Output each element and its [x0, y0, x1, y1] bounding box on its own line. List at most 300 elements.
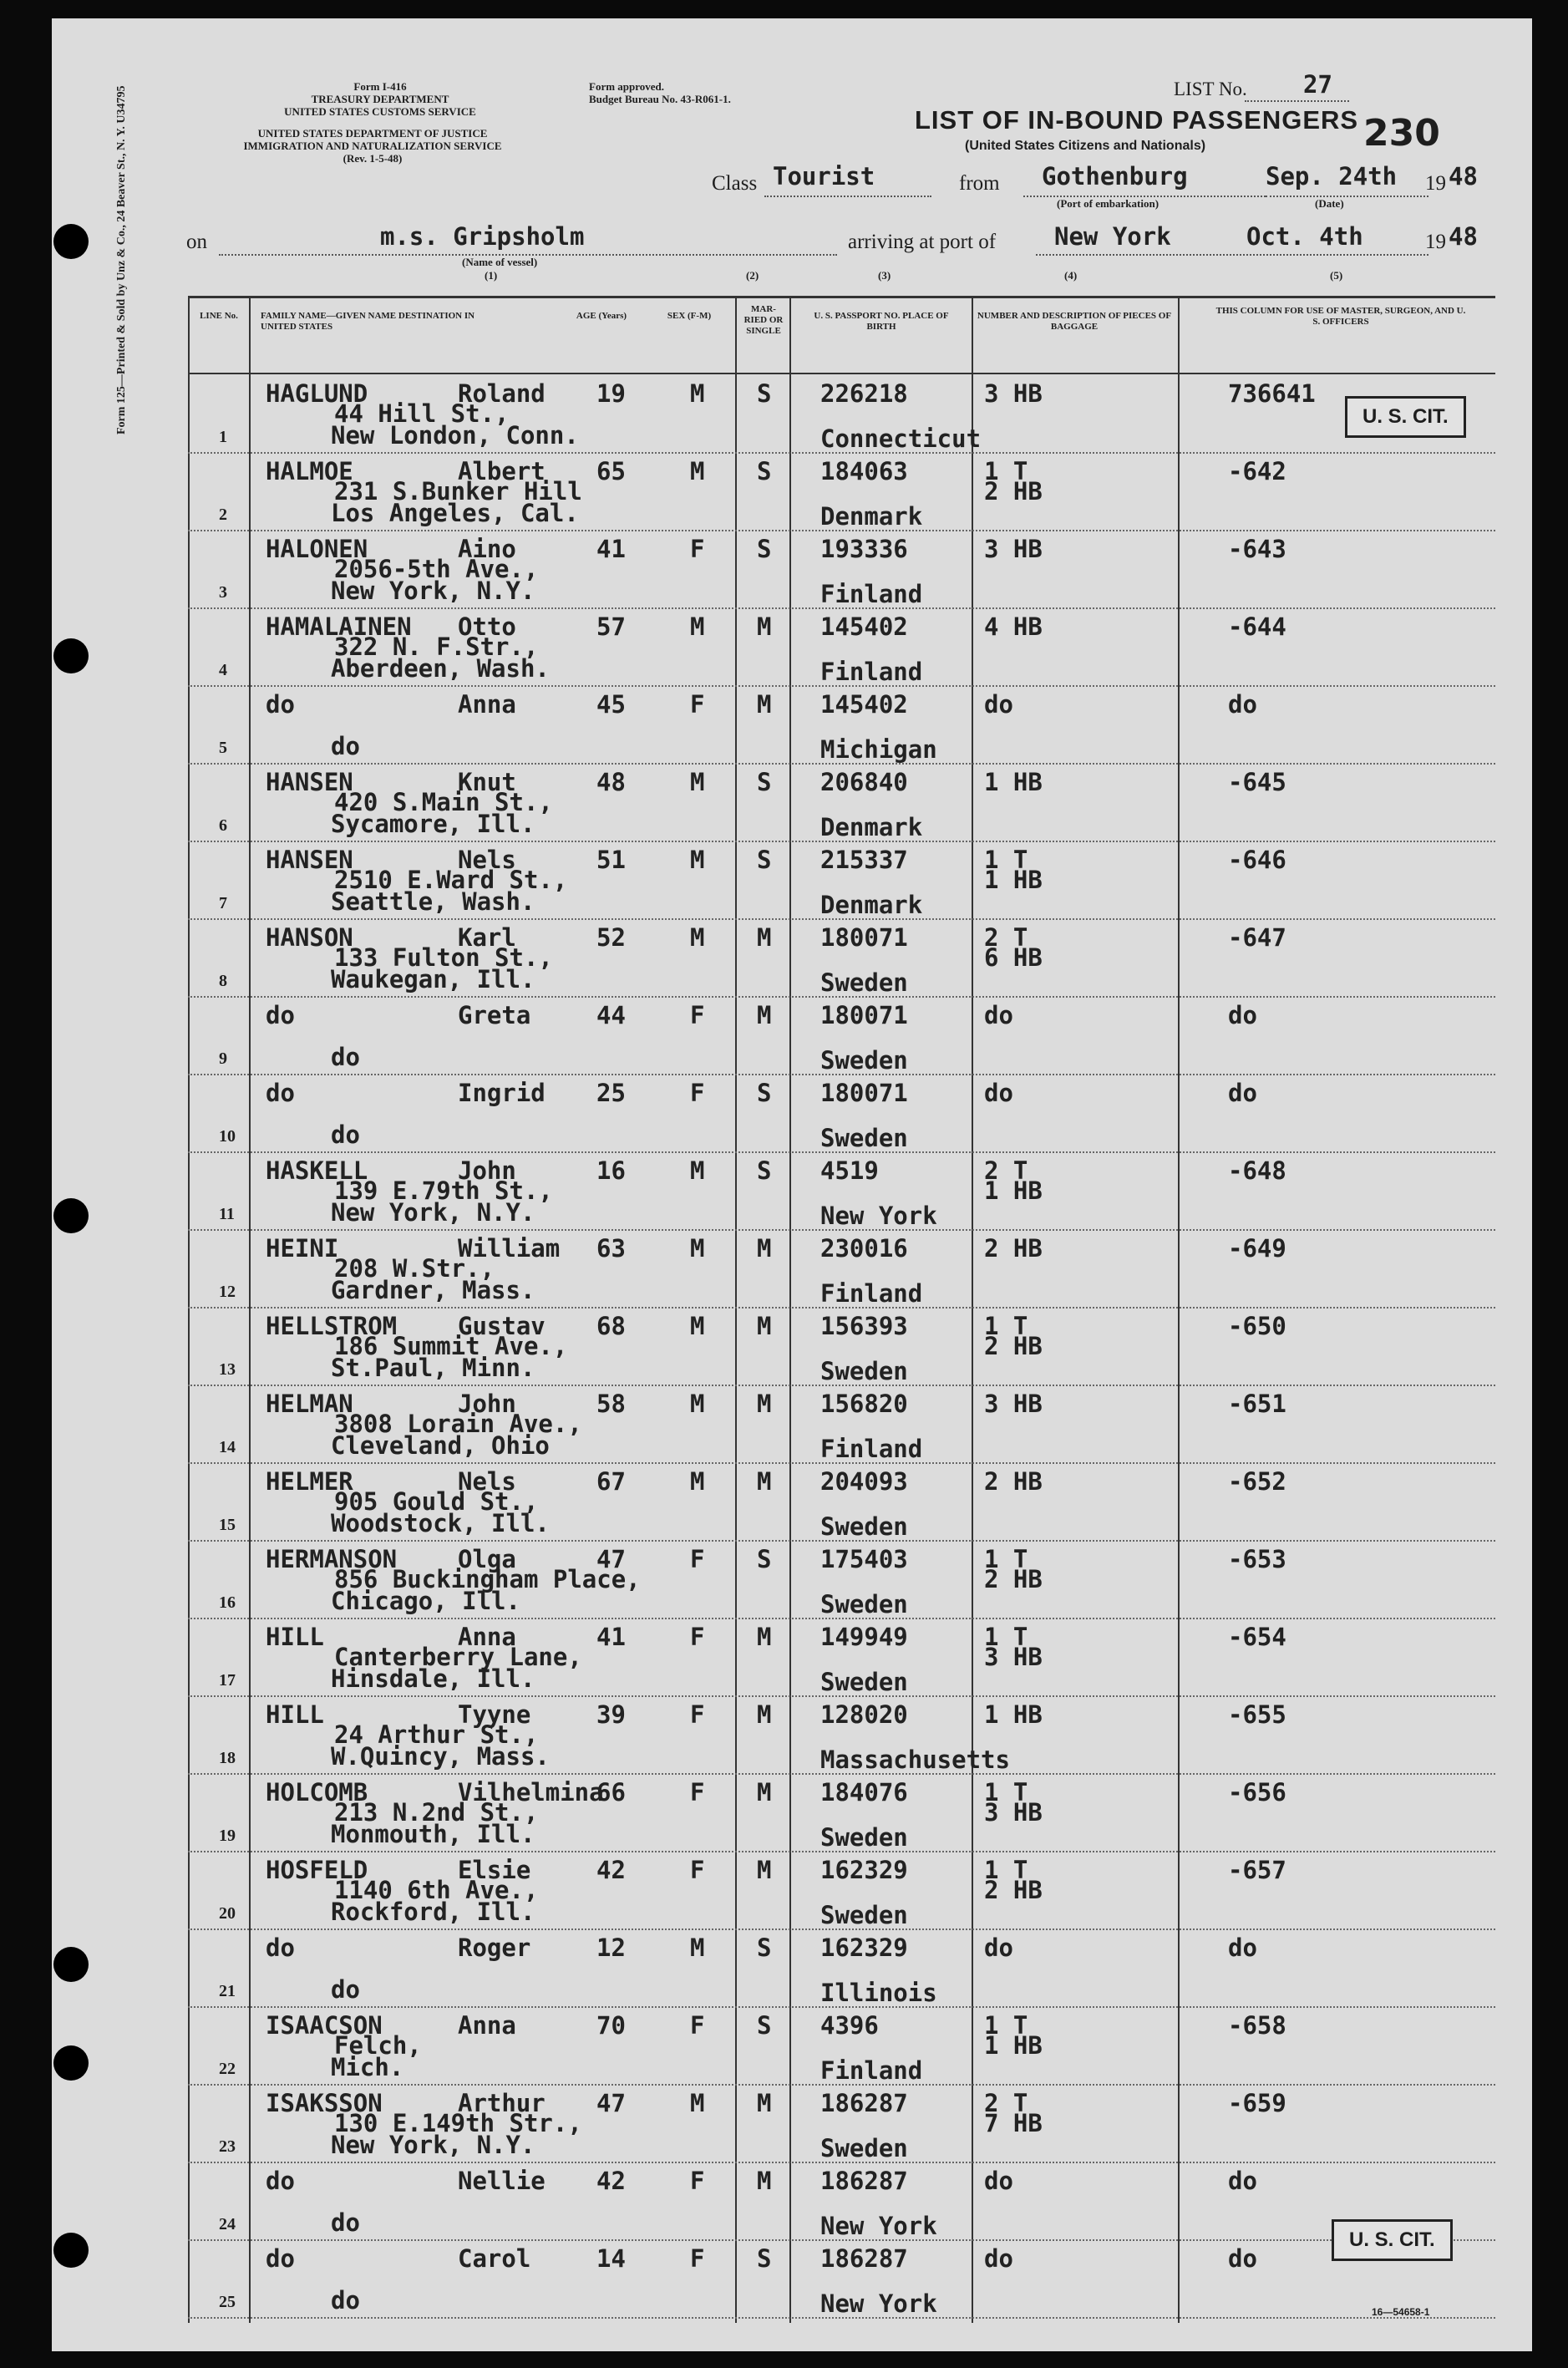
- family-name: HELMAN: [266, 1390, 353, 1418]
- address-street: 2510 E.Ward St.,: [334, 866, 568, 894]
- address-street: 208 W.Str.,: [334, 1254, 495, 1283]
- officer-note: -647: [1228, 923, 1286, 952]
- family-name: ISAACSON: [266, 2011, 383, 2040]
- family-name: HAGLUND: [266, 379, 368, 408]
- row-divider: [188, 1074, 1495, 1075]
- sex: F: [690, 1700, 705, 1729]
- address-city: New York, N.Y.: [331, 577, 535, 605]
- given-name: Roger: [458, 1934, 531, 1962]
- col-header-sex: SEX (F-M): [667, 311, 712, 321]
- passport-number: 226218: [820, 379, 908, 408]
- list-no-value: 27: [1303, 70, 1332, 99]
- officer-note: 736641: [1228, 379, 1316, 408]
- us-citizen-stamp: U. S. CIT.: [1345, 396, 1466, 438]
- given-name: Knut: [458, 768, 516, 796]
- family-name: HANSEN: [266, 846, 353, 874]
- row-divider: [188, 1773, 1495, 1775]
- baggage-line-1: do: [984, 2167, 1013, 2195]
- officer-note: -653: [1228, 1545, 1286, 1573]
- table-top-rule: [188, 296, 1495, 298]
- ins-name: IMMIGRATION AND NATURALIZATION SERVICE: [243, 140, 502, 152]
- line-number: 18: [219, 1749, 236, 1767]
- officer-note: -650: [1228, 1312, 1286, 1340]
- row-divider: [188, 1618, 1495, 1619]
- given-name: Karl: [458, 923, 516, 952]
- age: 16: [596, 1156, 626, 1185]
- given-name: Greta: [458, 1001, 531, 1029]
- place-of-birth: Sweden: [820, 1357, 908, 1385]
- given-name: Vilhelmina: [458, 1778, 604, 1806]
- col-header-name: FAMILY NAME—GIVEN NAME DESTINATION IN UNITED STATES: [261, 311, 475, 332]
- from-label: from: [959, 172, 1000, 195]
- row-divider: [188, 1851, 1495, 1852]
- marital-status: S: [757, 1934, 772, 1962]
- address-city: do: [331, 1120, 360, 1149]
- passport-number: 193336: [820, 535, 908, 563]
- marital-status: S: [757, 2011, 772, 2040]
- place-of-birth: New York: [820, 2289, 937, 2318]
- given-name: Anna: [458, 2011, 516, 2040]
- address-city: Cleveland, Ohio: [331, 1431, 550, 1460]
- given-name: Arthur: [458, 2089, 546, 2117]
- line-number: 12: [219, 1283, 236, 1301]
- sex: F: [690, 690, 705, 719]
- page-subtitle: (United States Citizens and Nationals): [965, 139, 1206, 153]
- form-number: Form I-416: [353, 80, 407, 93]
- address-street: Canterberry Lane,: [334, 1643, 582, 1671]
- passport-number: 162329: [820, 1934, 908, 1962]
- line-number: 8: [219, 972, 227, 990]
- col-num-1: (1): [485, 269, 498, 282]
- place-of-birth: Denmark: [820, 502, 923, 531]
- officer-note: do: [1228, 1934, 1257, 1962]
- marital-status: M: [757, 612, 772, 641]
- marital-status: S: [757, 846, 772, 874]
- passport-number: 4519: [820, 1156, 879, 1185]
- baggage-line-1: 3 HB: [984, 1390, 1043, 1418]
- baggage-line-1: 1 HB: [984, 1700, 1043, 1729]
- baggage-line-2: 3 HB: [984, 1798, 1043, 1827]
- address-street: 231 S.Bunker Hill: [334, 477, 582, 506]
- given-name: Anna: [458, 1623, 516, 1651]
- row-divider: [188, 763, 1495, 765]
- marital-status: M: [757, 1623, 772, 1651]
- row-divider: [188, 2162, 1495, 2163]
- given-name: Nels: [458, 1467, 516, 1496]
- given-name: Aino: [458, 535, 516, 563]
- passport-number: 230016: [820, 1234, 908, 1263]
- line-number: 24: [219, 2215, 236, 2233]
- family-name: HAMALAINEN: [266, 612, 412, 641]
- age: 66: [596, 1778, 626, 1806]
- line-number: 21: [219, 1982, 236, 2000]
- passport-number: 4396: [820, 2011, 879, 2040]
- sex: M: [690, 1467, 705, 1496]
- given-name: John: [458, 1156, 516, 1185]
- sex: F: [690, 1001, 705, 1029]
- place-of-birth: Finland: [820, 658, 923, 686]
- address-street: Felch,: [334, 2031, 422, 2060]
- address-city: Mich.: [331, 2053, 404, 2081]
- line-number: 23: [219, 2137, 236, 2156]
- marital-status: S: [757, 1545, 772, 1573]
- address-city: Chicago, Ill.: [331, 1587, 520, 1615]
- given-name: William: [458, 1234, 561, 1263]
- officer-note: do: [1228, 1001, 1257, 1029]
- row-divider: [188, 1540, 1495, 1542]
- family-name: do: [266, 1079, 295, 1107]
- class-label: Class: [712, 172, 758, 195]
- place-of-birth: Sweden: [820, 1823, 908, 1852]
- marital-status: M: [757, 690, 772, 719]
- baggage-line-2: 1 HB: [984, 1176, 1043, 1205]
- col-num-5: (5): [1330, 269, 1343, 282]
- officer-note: -644: [1228, 612, 1286, 641]
- sex: M: [690, 1312, 705, 1340]
- arrival-date: Oct. 4th: [1246, 222, 1363, 251]
- row-divider: [188, 2084, 1495, 2086]
- address-street: 213 N.2nd St.,: [334, 1798, 539, 1827]
- arrival-year-prefix: 19: [1425, 231, 1446, 253]
- place-of-birth: Michigan: [820, 735, 937, 764]
- col-num-2: (2): [746, 269, 759, 282]
- place-of-birth: Sweden: [820, 1512, 908, 1541]
- officer-note: -646: [1228, 846, 1286, 874]
- age: 65: [596, 457, 626, 485]
- family-name: HILL: [266, 1700, 324, 1729]
- age: 42: [596, 1856, 626, 1884]
- passport-number: 128020: [820, 1700, 908, 1729]
- form-approval: [589, 80, 731, 105]
- family-name: do: [266, 2244, 295, 2273]
- passport-number: 184063: [820, 457, 908, 485]
- officer-note: do: [1228, 2167, 1257, 2195]
- baggage-line-2: 6 HB: [984, 943, 1043, 972]
- arriving-label: arriving at port of: [848, 231, 997, 253]
- given-name: Tyyne: [458, 1700, 531, 1729]
- sex: F: [690, 2011, 705, 2040]
- date-caption: (Date): [1315, 197, 1344, 210]
- age: 52: [596, 923, 626, 952]
- sex: F: [690, 1079, 705, 1107]
- family-name: ISAKSSON: [266, 2089, 383, 2117]
- address-city: W.Quincy, Mass.: [331, 1742, 550, 1771]
- age: 47: [596, 2089, 626, 2117]
- table-left-border: [188, 297, 190, 2323]
- port-caption: (Port of embarkation): [1057, 197, 1160, 210]
- given-name: Roland: [458, 379, 546, 408]
- baggage-line-1: 1 T: [984, 1778, 1028, 1806]
- marital-status: S: [757, 768, 772, 796]
- baggage-line-2: 7 HB: [984, 2109, 1043, 2137]
- place-of-birth: Illinois: [820, 1979, 937, 2007]
- given-name: Anna: [458, 690, 516, 719]
- marital-status: S: [757, 457, 772, 485]
- address-city: do: [331, 732, 360, 760]
- baggage-line-1: 3 HB: [984, 379, 1043, 408]
- baggage-line-1: 2 T: [984, 923, 1028, 952]
- binder-hole: [53, 2045, 89, 2081]
- footer-code: 16—54658-1: [1372, 2306, 1430, 2318]
- officer-note: do: [1228, 690, 1257, 719]
- family-name: HOLCOMB: [266, 1778, 368, 1806]
- baggage-line-1: 1 T: [984, 1623, 1028, 1651]
- sex: M: [690, 1934, 705, 1962]
- vessel-caption: (Name of vessel): [462, 256, 538, 268]
- address-city: Seattle, Wash.: [331, 887, 535, 916]
- header-bottom-rule: [188, 373, 1495, 374]
- justice-dept: UNITED STATES DEPARTMENT OF JUSTICE: [257, 127, 488, 140]
- col-header-age: AGE (Years): [576, 311, 627, 321]
- address-street: 130 E.149th Str.,: [334, 2109, 582, 2137]
- port-of-embarkation: Gothenburg: [1042, 162, 1188, 191]
- place-of-birth: Sweden: [820, 1046, 908, 1075]
- row-divider: [188, 2006, 1495, 2008]
- line-number: 9: [219, 1049, 227, 1068]
- address-city: do: [331, 1043, 360, 1071]
- departure-year: 48: [1449, 162, 1478, 191]
- address-city: Gardner, Mass.: [331, 1276, 535, 1304]
- address-street: 133 Fulton St.,: [334, 943, 553, 972]
- family-name: HASKELL: [266, 1156, 368, 1185]
- baggage-line-1: 1 T: [984, 1545, 1028, 1573]
- given-name: Otto: [458, 612, 516, 641]
- sex: M: [690, 846, 705, 874]
- place-of-birth: Finland: [820, 580, 923, 608]
- family-name: HERMANSON: [266, 1545, 398, 1573]
- sex: M: [690, 1156, 705, 1185]
- place-of-birth: Denmark: [820, 813, 923, 841]
- row-divider: [188, 1385, 1495, 1386]
- officer-note: -659: [1228, 2089, 1286, 2117]
- place-of-birth: Sweden: [820, 1590, 908, 1618]
- row-divider: [188, 1151, 1495, 1153]
- officer-note: -651: [1228, 1390, 1286, 1418]
- age: 14: [596, 2244, 626, 2273]
- line-number: 2: [219, 506, 227, 524]
- place-of-birth: Sweden: [820, 1124, 908, 1152]
- row-divider: [188, 1462, 1495, 1464]
- row-divider: [188, 918, 1495, 920]
- row-divider: [188, 841, 1495, 842]
- sex: F: [690, 1545, 705, 1573]
- officer-note: -657: [1228, 1856, 1286, 1884]
- marital-status: M: [757, 2167, 772, 2195]
- place-of-birth: Finland: [820, 2056, 923, 2085]
- passport-number: 186287: [820, 2167, 908, 2195]
- sex: F: [690, 1623, 705, 1651]
- row-divider: [188, 1307, 1495, 1308]
- place-of-birth: Sweden: [820, 1901, 908, 1929]
- marital-status: S: [757, 535, 772, 563]
- place-of-birth: Sweden: [820, 2134, 908, 2162]
- family-name: do: [266, 1934, 295, 1962]
- age: 25: [596, 1079, 626, 1107]
- baggage-line-1: 1 T: [984, 1312, 1028, 1340]
- passport-number: 156393: [820, 1312, 908, 1340]
- customs-service: UNITED STATES CUSTOMS SERVICE: [284, 105, 476, 118]
- line-number: 10: [219, 1127, 236, 1146]
- given-name: Elsie: [458, 1856, 531, 1884]
- form-approved: Form approved.: [589, 80, 665, 93]
- officer-note: -655: [1228, 1700, 1286, 1729]
- address-street: 322 N. F.Str.,: [334, 633, 539, 661]
- line-number: 1: [219, 428, 227, 446]
- age: 47: [596, 1545, 626, 1573]
- passport-number: 206840: [820, 768, 908, 796]
- binder-hole: [53, 224, 89, 259]
- officer-note: -645: [1228, 768, 1286, 796]
- marital-status: S: [757, 379, 772, 408]
- baggage-line-1: do: [984, 1001, 1013, 1029]
- address-street: 3808 Lorain Ave.,: [334, 1410, 582, 1438]
- budget-bureau: Budget Bureau No. 43-R061-1.: [589, 93, 731, 105]
- baggage-line-1: 3 HB: [984, 535, 1043, 563]
- marital-status: M: [757, 1467, 772, 1496]
- family-name: HANSON: [266, 923, 353, 952]
- passport-number: 186287: [820, 2244, 908, 2273]
- given-name: Nels: [458, 846, 516, 874]
- address-street: 139 E.79th St.,: [334, 1176, 553, 1205]
- row-divider: [188, 1928, 1495, 1930]
- age: 63: [596, 1234, 626, 1263]
- baggage-line-1: do: [984, 1934, 1013, 1962]
- arrival-port: New York: [1054, 222, 1171, 251]
- age: 12: [596, 1934, 626, 1962]
- given-name: Carol: [458, 2244, 531, 2273]
- revision: (Rev. 1-5-48): [343, 152, 403, 165]
- col-header-baggage: NUMBER AND DESCRIPTION OF PIECES OF BAGGAGE: [977, 311, 1172, 332]
- place-of-birth: New York: [820, 2212, 937, 2240]
- family-name: HEINI: [266, 1234, 339, 1263]
- officer-note: -656: [1228, 1778, 1286, 1806]
- address-street: 420 S.Main St.,: [334, 788, 553, 816]
- line-number: 15: [219, 1516, 236, 1534]
- address-street: 856 Buckingham Place,: [334, 1565, 641, 1593]
- marital-status: M: [757, 1312, 772, 1340]
- age: 39: [596, 1700, 626, 1729]
- place-of-birth: Finland: [820, 1279, 923, 1308]
- baggage-line-1: do: [984, 1079, 1013, 1107]
- row-divider: [188, 685, 1495, 687]
- baggage-line-1: 2 HB: [984, 1234, 1043, 1263]
- age: 41: [596, 535, 626, 563]
- address-city: Woodstock, Ill.: [331, 1509, 550, 1537]
- age: 67: [596, 1467, 626, 1496]
- row-divider: [188, 607, 1495, 609]
- col-num-4: (4): [1064, 269, 1078, 282]
- marital-status: M: [757, 1234, 772, 1263]
- address-city: Monmouth, Ill.: [331, 1820, 535, 1848]
- officer-note: -654: [1228, 1623, 1286, 1651]
- page-number: 230: [1363, 112, 1440, 155]
- age: 70: [596, 2011, 626, 2040]
- address-city: Aberdeen, Wash.: [331, 654, 550, 683]
- age: 41: [596, 1623, 626, 1651]
- officer-note: -649: [1228, 1234, 1286, 1263]
- sex: M: [690, 1234, 705, 1263]
- family-name: do: [266, 1001, 295, 1029]
- binder-hole: [53, 1947, 89, 1982]
- baggage-line-1: 1 T: [984, 457, 1028, 485]
- address-street: 186 Summit Ave.,: [334, 1332, 568, 1360]
- col-header-married: MAR-RIED OR SINGLE: [743, 304, 784, 336]
- row-divider: [188, 996, 1495, 998]
- passport-number: 180071: [820, 923, 908, 952]
- passport-number: 204093: [820, 1467, 908, 1496]
- sex: M: [690, 1390, 705, 1418]
- address-city: do: [331, 2208, 360, 2237]
- line-number: 22: [219, 2060, 236, 2078]
- row-divider: [188, 2317, 1495, 2319]
- baggage-line-1: 1 T: [984, 846, 1028, 874]
- baggage-line-2: 2 HB: [984, 477, 1043, 506]
- age: 48: [596, 768, 626, 796]
- baggage-line-2: 2 HB: [984, 1876, 1043, 1904]
- officer-note: do: [1228, 2244, 1257, 2273]
- given-name: John: [458, 1390, 516, 1418]
- age: 58: [596, 1390, 626, 1418]
- given-name: Ingrid: [458, 1079, 546, 1107]
- form-header-justice: [180, 127, 565, 165]
- line-number: 17: [219, 1671, 236, 1690]
- baggage-line-1: 2 T: [984, 1156, 1028, 1185]
- vessel-name: m.s. Gripsholm: [380, 222, 585, 251]
- sex: F: [690, 2167, 705, 2195]
- line-number: 13: [219, 1360, 236, 1379]
- address-city: St.Paul, Minn.: [331, 1354, 535, 1382]
- passport-number: 215337: [820, 846, 908, 874]
- address-city: New York, N.Y.: [331, 1198, 535, 1227]
- baggage-line-1: 4 HB: [984, 612, 1043, 641]
- binder-hole: [53, 638, 89, 673]
- marital-status: S: [757, 2244, 772, 2273]
- age: 44: [596, 1001, 626, 1029]
- family-name: HALONEN: [266, 535, 368, 563]
- us-citizen-stamp: U. S. CIT.: [1332, 2219, 1453, 2261]
- line-number: 19: [219, 1827, 236, 1845]
- row-divider: [188, 530, 1495, 531]
- row-divider: [188, 1229, 1495, 1231]
- row-divider: [188, 452, 1495, 454]
- col-num-3: (3): [878, 269, 891, 282]
- marital-status: M: [757, 923, 772, 952]
- baggage-line-2: 2 HB: [984, 1332, 1043, 1360]
- binder-hole: [53, 1198, 89, 1233]
- line-number: 4: [219, 661, 227, 679]
- family-name: HELLSTROM: [266, 1312, 398, 1340]
- passport-number: 145402: [820, 612, 908, 641]
- family-name: HELMER: [266, 1467, 353, 1496]
- department-name: TREASURY DEPARTMENT: [311, 93, 449, 105]
- passport-number: 180071: [820, 1001, 908, 1029]
- place-of-birth: Massachusetts: [820, 1746, 1010, 1774]
- page-title: LIST OF IN-BOUND PASSENGERS: [915, 105, 1359, 135]
- sex: F: [690, 1856, 705, 1884]
- age: 57: [596, 612, 626, 641]
- row-divider: [188, 1695, 1495, 1697]
- marital-status: M: [757, 1001, 772, 1029]
- passport-number: 186287: [820, 2089, 908, 2117]
- place-of-birth: Sweden: [820, 968, 908, 997]
- address-street: 905 Gould St.,: [334, 1487, 539, 1516]
- marital-status: M: [757, 2089, 772, 2117]
- address-city: do: [331, 2286, 360, 2315]
- marital-status: M: [757, 1856, 772, 1884]
- baggage-line-1: 1 T: [984, 2011, 1028, 2040]
- officer-note: -642: [1228, 457, 1286, 485]
- passport-number: 145402: [820, 690, 908, 719]
